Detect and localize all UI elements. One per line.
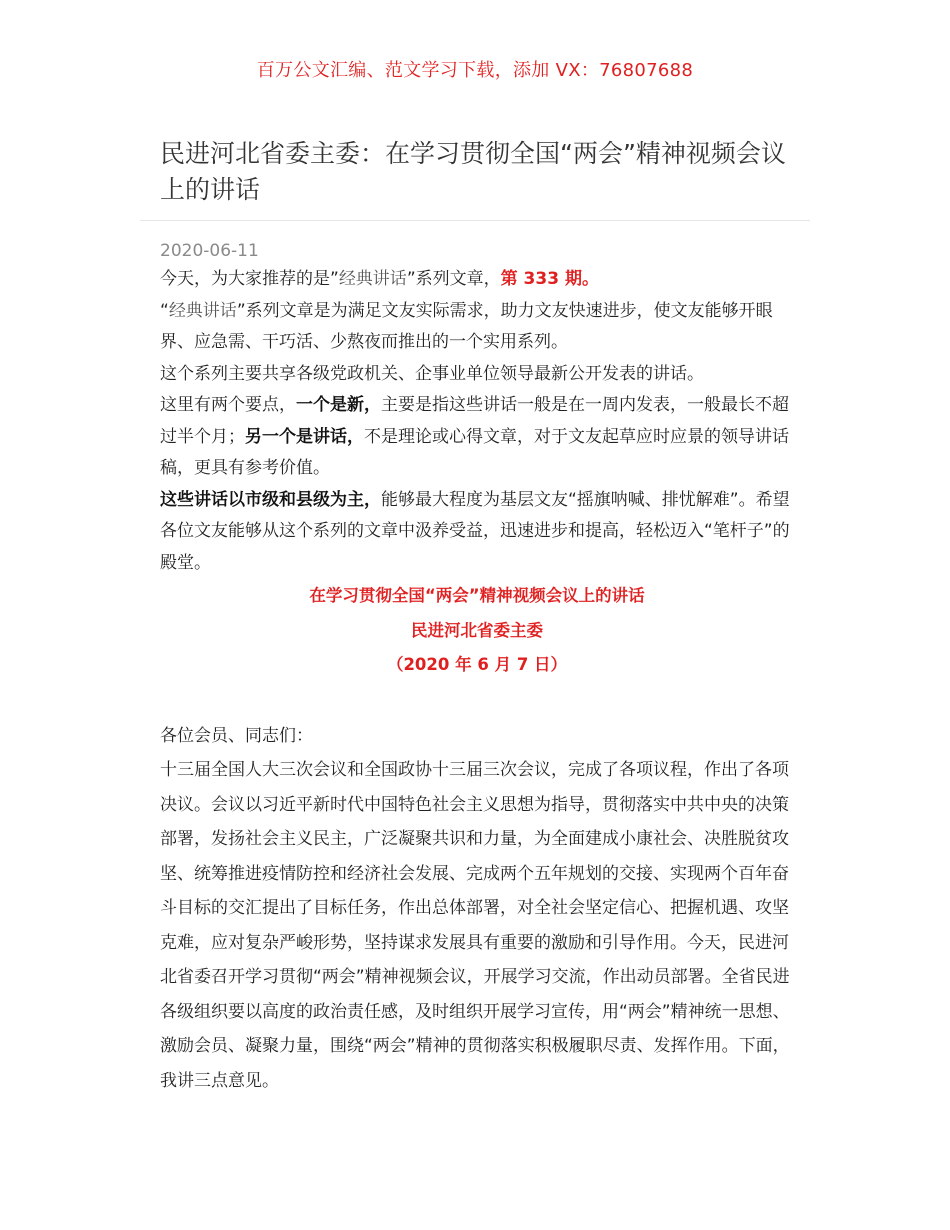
article-title: 民进河北省委主委：在学习贯彻全国“两会”精神视频会议上的讲话: [160, 139, 786, 204]
intro-paragraph-3: 这个系列主要共享各级党政机关、企事业单位领导最新公开发表的讲话。: [160, 363, 704, 384]
salutation: 各位会员、同志们：: [160, 725, 313, 746]
promo-banner: 百万公文汇编、范文学习下载，添加 VX：76807688: [256, 60, 694, 81]
title-divider: [140, 220, 810, 221]
article-body: [160, 238, 794, 1098]
speech-paragraph-1: 十三届全国人大三次会议和全国政协十三届三次会议，完成了各项议程，作出了各项决议。会议以习近平新时代中国特色社会主义思想为指导，贯彻落实中共中央的决策部署，发扬社会主义民主，广泛凝聚共识和力量，为全面建成小康社会、决胜脱贫攻坚、统筹推进疫情防控和经济社会发展、完成两个五年规划的交接、实现两个百年奋斗目标的交汇提出了目标任务，作出总体部署，对全社会坚定信心、把握机遇、攻坚克难，应对复杂严峻形势，坚持谋求发展具有重要的激励和引导作用。今天，民进河北省委召开学习贯彻“两会”精神视频会议，开展学习交流，作出动员部署。全省民进各级组织要以高度的政治责任感，及时组织开展学习宣传，用“两会”精神统一思想、激励会员、凝聚力量，围绕“两会”精神的贯彻落实积极履职尽责、发挥作用。下面，我讲三点意见。: [160, 760, 790, 1091]
issue-number: 第 333 期。: [500, 269, 599, 289]
spacer: [160, 683, 794, 719]
intro-paragraph-1: 今天，为大家推荐的是”经典讲话”系列文章，第 333 期。: [160, 269, 599, 289]
speech-speaker: 民进河北省委主委: [411, 620, 543, 640]
intro-paragraph-5: 这些讲话以市级和县级为主，能够最大程度为基层文友“摇旗呐喊、排忧解难”。希望各位文友能够从这个系列的文章中汲养受益，迅速进步和提高，轻松迈入“笔杆子”的殿堂。: [160, 489, 790, 573]
publish-date: 2020-06-11: [160, 241, 259, 261]
intro-paragraph-4: 这里有两个要点，一个是新，主要是指这些讲话一般是在一周内发表，一般最长不超过半个月；另一个是讲话，不是理论或心得文章，对于文友起草应时应景的领导讲话稿，更具有参考价值。: [160, 395, 789, 478]
intro-paragraph-2: “经典讲话”系列文章是为满足文友实际需求，助力文友快速进步，使文友能够开眼界、应急需、干巧活、少熬夜而推出的一个实用系列。: [160, 300, 773, 352]
speech-title: 在学习贯彻全国“两会”精神视频会议上的讲话: [309, 586, 645, 605]
speech-date: （2020 年 6 月 7 日）: [386, 655, 568, 674]
